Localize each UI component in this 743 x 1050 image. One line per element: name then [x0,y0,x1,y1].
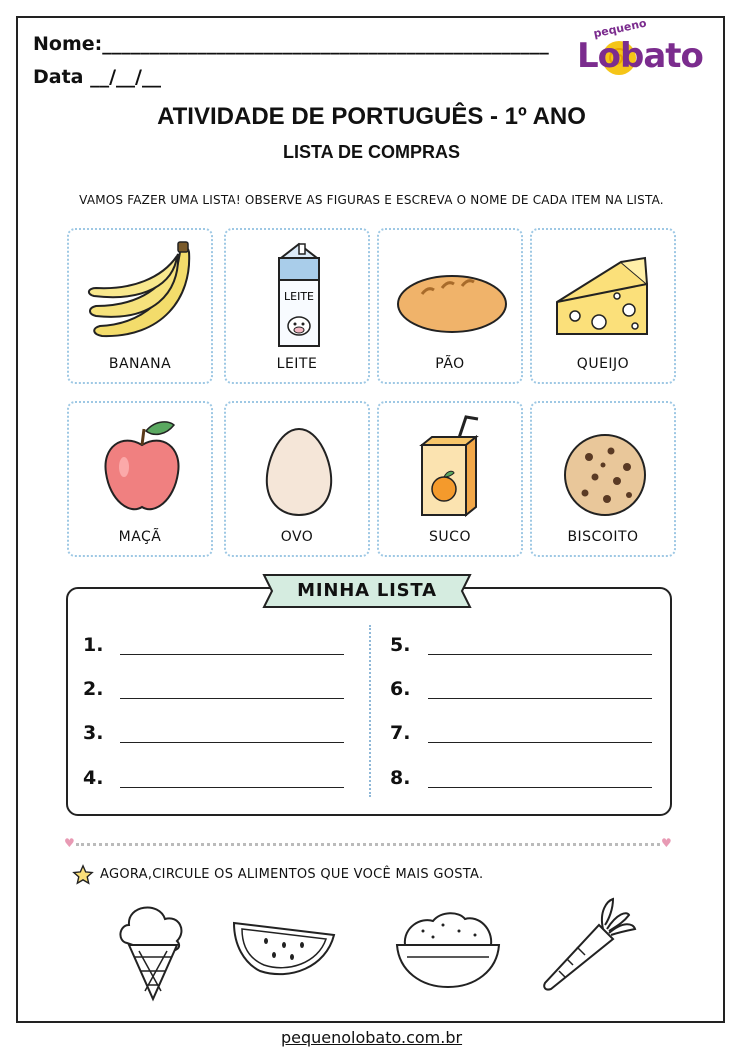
heart-icon: ♥ [661,836,672,850]
list-number: 8. [390,767,411,789]
footer-link[interactable]: pequenolobato.com.br [280,1028,463,1047]
logo [577,16,717,82]
milk-carton-icon [239,238,359,350]
page-subtitle: LISTA DE COMPRAS [282,142,460,162]
write-line-4[interactable] [120,787,344,788]
item-card-maca [67,401,213,557]
item-label: BISCOITO [567,529,639,545]
list-title: MINHA LISTA [297,580,437,601]
dotted-separator [76,843,660,846]
item-card-leite [224,228,370,384]
name-field[interactable]: Nome:_______________________________________________ [33,33,549,55]
write-line-3[interactable] [120,742,344,743]
list-number: 6. [390,678,411,700]
heart-icon: ♥ [64,836,75,850]
write-line-6[interactable] [428,698,652,699]
item-label: LEITE [276,356,318,372]
star-icon [72,864,94,886]
list-number: 5. [390,634,411,656]
date-field[interactable]: Data __/__/__ [33,66,161,88]
item-label: SUCO [429,529,471,545]
rice-bowl-icon[interactable] [393,905,503,995]
list-number: 1. [83,634,104,656]
cookie-icon [545,411,665,521]
banana-icon [82,238,202,348]
watermelon-icon[interactable] [230,915,340,985]
item-card-biscoito [530,401,676,557]
milk-carton-text: LEITE [284,290,314,303]
item-label: PÃO [435,356,465,372]
item-card-banana [67,228,213,384]
instruction-text: VAMOS FAZER UMA LISTA! OBSERVE AS FIGURAS E ESCREVA O NOME DE CADA ITEM NA LISTA. [79,193,664,207]
item-label: MAÇÃ [118,529,162,545]
write-line-5[interactable] [428,654,652,655]
item-label: BANANA [108,356,172,372]
bread-icon [392,238,512,348]
list-number: 3. [83,722,104,744]
item-label: OVO [280,529,314,545]
write-line-7[interactable] [428,742,652,743]
carrot-icon[interactable] [537,895,637,995]
page-title: ATIVIDADE DE PORTUGUÊS - 1º ANO [157,103,586,130]
item-card-pao [377,228,523,384]
apple-icon [82,411,202,521]
list-column-divider [369,625,371,797]
list-number: 4. [83,767,104,789]
juice-box-icon [392,411,512,523]
item-card-suco [377,401,523,557]
list-number: 7. [390,722,411,744]
egg-icon [239,411,359,521]
circle-instruction: AGORA,CIRCULE OS ALIMENTOS QUE VOCÊ MAIS GOSTA. [100,867,484,882]
item-card-ovo [224,401,370,557]
logo-top-text: pequeno [592,16,648,41]
logo-main-text: Lobato [577,36,703,76]
cheese-icon [545,238,665,350]
item-label: QUEIJO [576,356,630,372]
list-number: 2. [83,678,104,700]
write-line-8[interactable] [428,787,652,788]
write-line-1[interactable] [120,654,344,655]
item-card-queijo [530,228,676,384]
write-line-2[interactable] [120,698,344,699]
ice-cream-icon[interactable] [113,895,193,1005]
